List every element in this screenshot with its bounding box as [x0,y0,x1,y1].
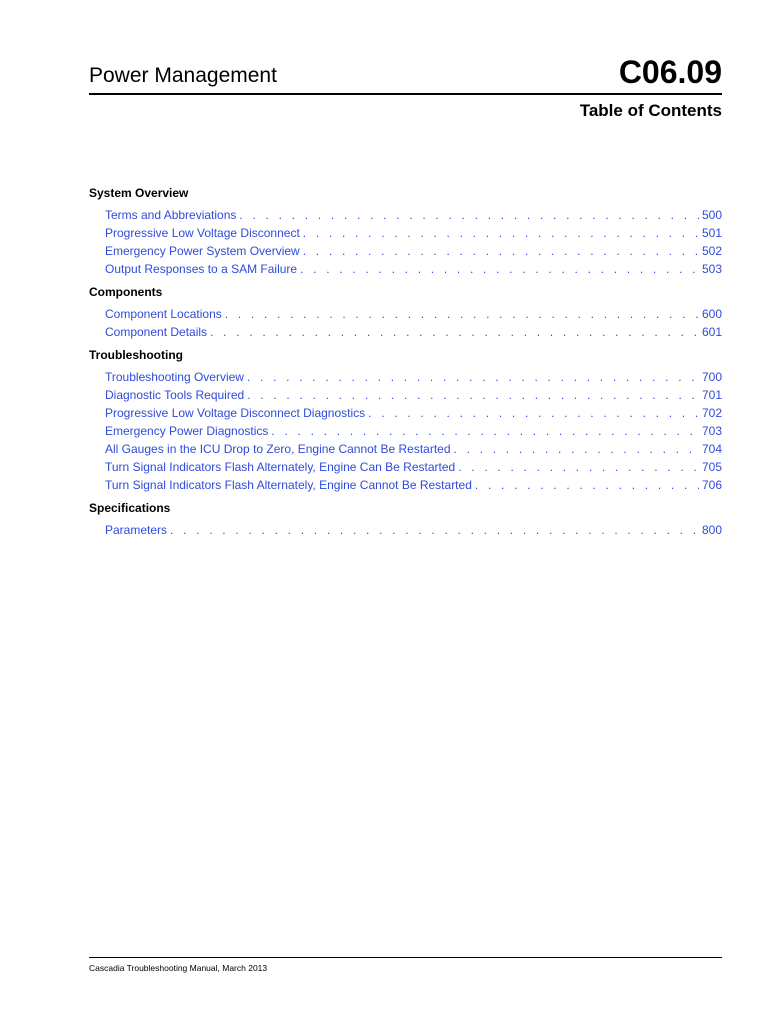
toc-entry-list [89,206,722,278]
dot-leader [247,368,699,386]
toc-entry-page-number: 706 [701,478,722,492]
toc-entry-page-number: 502 [701,244,722,258]
footer-divider [89,957,722,958]
toc-section [89,346,722,494]
toc-entry-list [89,305,722,341]
toc-entry-link[interactable] [89,305,722,323]
toc-entry-title: Terms and Abbreviations [105,208,237,222]
toc-entry-title: Output Responses to a SAM Failure [105,262,298,276]
toc-entry-page-number: 705 [701,460,722,474]
toc-entry-link[interactable] [89,404,722,422]
toc-entry-link[interactable] [89,323,722,341]
toc-entry-title: Turn Signal Indicators Flash Alternately, Engine Can Be Restarted [105,460,456,474]
toc-entry-page-number: 700 [701,370,722,384]
toc-entry-list [89,368,722,494]
toc-entry-title: Progressive Low Voltage Disconnect [105,226,300,240]
dot-leader [303,224,699,242]
toc-section [89,283,722,341]
toc-entry-list [89,521,722,539]
toc-entry-title: Troubleshooting Overview [105,370,244,384]
dot-leader [303,242,699,260]
toc-entry-link[interactable] [89,386,722,404]
document-title: Power Management [89,64,277,87]
dot-leader [247,386,699,404]
toc-entry-link[interactable] [89,368,722,386]
toc-entry-link[interactable] [89,242,722,260]
toc-entry-page-number: 501 [701,226,722,240]
toc-title: Table of Contents [579,101,722,120]
toc-entry-title: Emergency Power Diagnostics [105,424,269,438]
toc-entry-page-number: 500 [701,208,722,222]
dot-leader [475,476,699,494]
toc-entry-title: Component Details [105,325,208,339]
header-divider [89,93,722,95]
section-heading: System Overview [89,186,189,200]
toc-entry-link[interactable] [89,440,722,458]
toc-entry-page-number: 704 [701,442,722,456]
toc-entry-title: Progressive Low Voltage Disconnect Diagnostics [105,406,366,420]
toc-entry-page-number: 702 [701,406,722,420]
toc-section [89,184,722,278]
dot-leader [239,206,699,224]
footer-text: Cascadia Troubleshooting Manual, March 2013 [89,963,268,973]
toc-entry-page-number: 703 [701,424,722,438]
dot-leader [170,521,699,539]
section-code: C06.09 [618,54,722,90]
section-heading: Troubleshooting [89,348,183,362]
dot-leader [225,305,699,323]
toc-entry-page-number: 503 [701,262,722,276]
toc-entry-title: Turn Signal Indicators Flash Alternately, Engine Cannot Be Restarted [105,478,472,492]
table-of-contents [89,184,722,544]
toc-entry-page-number: 701 [701,388,722,402]
toc-entry-link[interactable] [89,260,722,278]
section-heading: Specifications [89,501,171,515]
dot-leader [300,260,699,278]
toc-section [89,499,722,539]
dot-leader [458,458,699,476]
toc-entry-title: All Gauges in the ICU Drop to Zero, Engine Cannot Be Restarted [105,442,451,456]
toc-entry-title: Component Locations [105,307,222,321]
toc-entry-link[interactable] [89,224,722,242]
toc-entry-link[interactable] [89,521,722,539]
toc-entry-page-number: 601 [701,325,722,339]
toc-entry-title: Emergency Power System Overview [105,244,300,258]
toc-entry-link[interactable] [89,458,722,476]
toc-entry-link[interactable] [89,206,722,224]
toc-entry-title: Diagnostic Tools Required [105,388,245,402]
toc-entry-link[interactable] [89,476,722,494]
dot-leader [454,440,699,458]
section-heading: Components [89,285,163,299]
dot-leader [271,422,699,440]
toc-entry-title: Parameters [105,523,168,537]
toc-entry-link[interactable] [89,422,722,440]
dot-leader [368,404,699,422]
toc-entry-page-number: 600 [701,307,722,321]
dot-leader [210,323,699,341]
toc-entry-page-number: 800 [701,523,722,537]
